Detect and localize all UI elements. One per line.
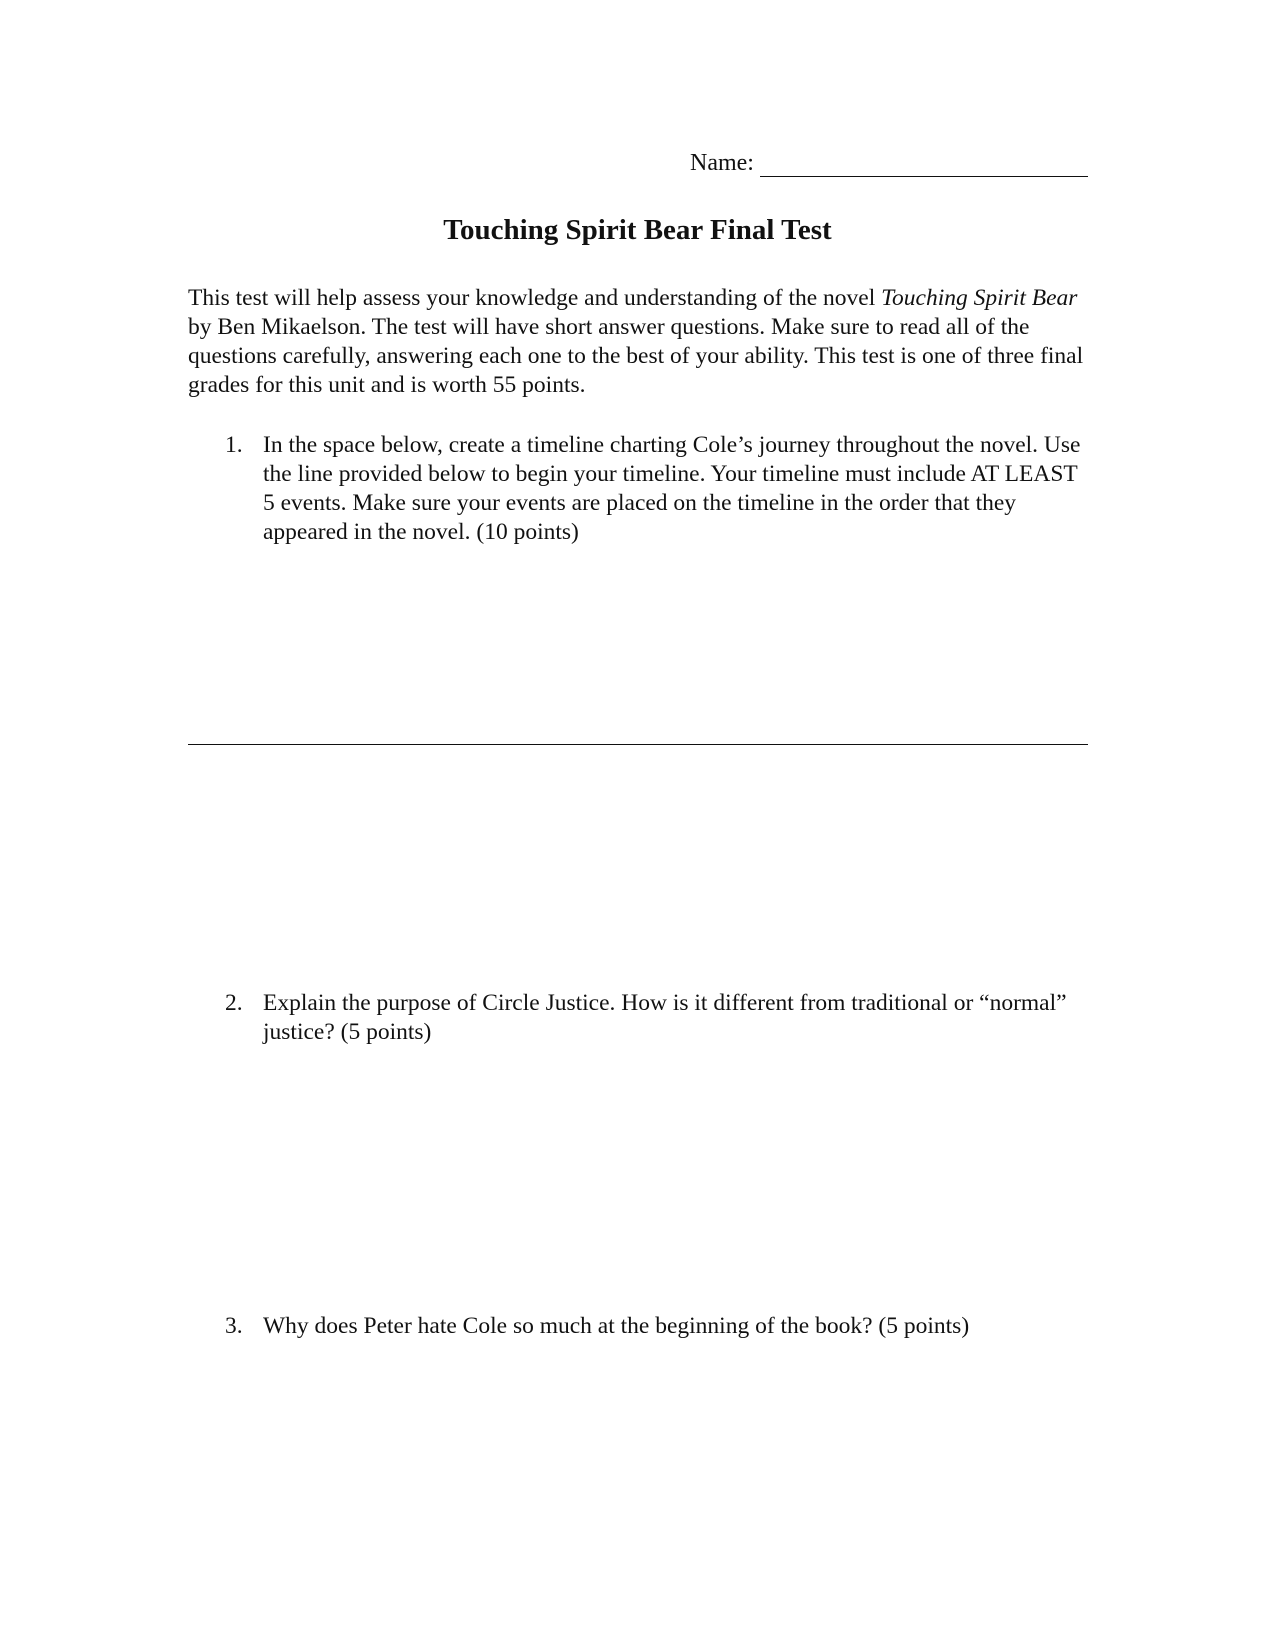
name-blank-line[interactable] [760, 154, 1088, 177]
question-2-text: Explain the purpose of Circle Justice. How is it different from traditional or “normal” justice? (5 points) [263, 990, 1067, 1045]
question-2-number: 2. [225, 990, 243, 1016]
question-3 [225, 1312, 1085, 1341]
intro-paragraph [188, 284, 1088, 400]
intro-text-2: by Ben Mikaelson. The test will have short answer questions. Make sure to read all of the questions carefully, answering each one to the best of your ability. This test is one of three final grades for this unit and is worth 55 points. [188, 314, 1084, 398]
question-2 [225, 989, 1085, 1047]
name-label: Name: [690, 150, 760, 176]
question-1 [225, 431, 1085, 547]
question-1-text: In the space below, create a timeline charting Cole’s journey throughout the novel. Use the line provided below to begin your timeline. Your timeline must include AT LEAST 5 events. Make sure your events are placed on the timeline in the order that they appeared in the novel. (10 points) [263, 432, 1081, 545]
question-1-number: 1. [225, 432, 243, 458]
question-3-text: Why does Peter hate Cole so much at the beginning of the book? (5 points) [263, 1313, 970, 1339]
question-3-number: 3. [225, 1313, 243, 1339]
name-field [690, 150, 1088, 177]
intro-text-1: This test will help assess your knowledge and understanding of the novel [188, 285, 882, 311]
intro-novel-title: Touching Spirit Bear [881, 285, 1078, 311]
timeline-line [188, 744, 1088, 745]
page-title: Touching Spirit Bear Final Test [443, 214, 832, 246]
